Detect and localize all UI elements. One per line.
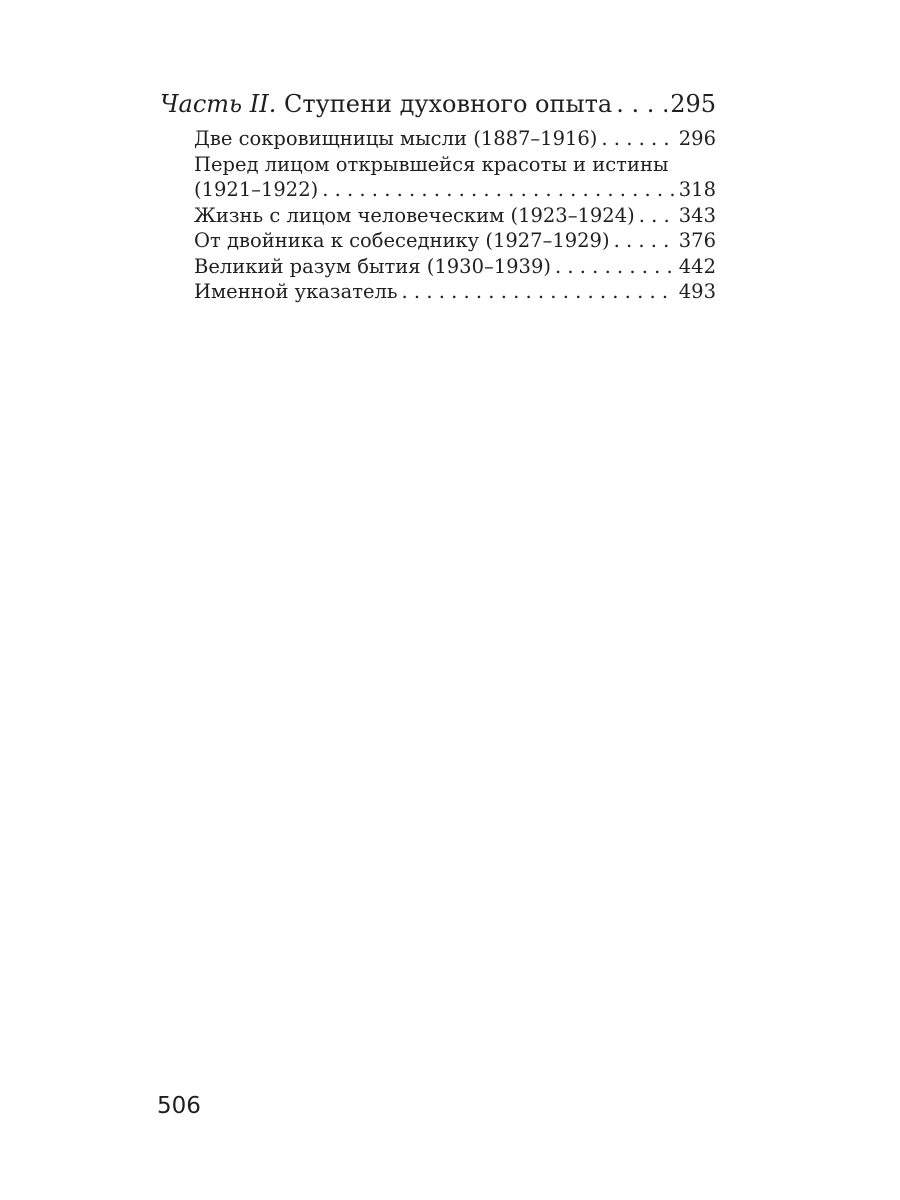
toc-entry-page: 296 <box>678 127 716 150</box>
toc-entry-title: Две сокровищницы мысли (1887–1916) <box>194 127 598 150</box>
leader-dots <box>601 126 675 152</box>
toc-entry[interactable] <box>194 152 716 203</box>
toc-entry-page: 343 <box>678 203 716 227</box>
toc-entry-page: 376 <box>678 229 716 252</box>
toc-entry-page: 442 <box>678 254 716 278</box>
toc-entry[interactable] <box>194 279 716 305</box>
part-label: Часть II. <box>160 90 277 118</box>
table-of-contents <box>160 88 716 305</box>
part-page-number: 295 <box>670 90 716 118</box>
leader-dots <box>322 177 676 203</box>
leader-dots <box>402 279 676 305</box>
page-number: 506 <box>157 1093 201 1119</box>
toc-entry-title: Великий разум бытия (1930–1939) <box>194 254 551 278</box>
toc-entry-title: От двойника к собеседнику (1927–1929) <box>194 229 610 252</box>
toc-entry-page: 493 <box>678 280 716 303</box>
toc-entry-title-line1: Перед лицом открывшейся красоты и истины <box>194 152 669 176</box>
toc-entry-title: Жизнь с лицом человеческим (1923–1924) <box>194 203 635 227</box>
toc-entry[interactable] <box>194 254 716 280</box>
part-title-text: Ступени духовного опыта <box>283 90 613 118</box>
leader-dots <box>614 228 676 254</box>
leader-dots <box>555 254 676 280</box>
toc-part-heading[interactable] <box>160 88 716 120</box>
toc-entry-title: Именной указатель <box>194 280 398 303</box>
toc-entry-page: 318 <box>678 178 716 201</box>
toc-entry[interactable] <box>194 203 716 229</box>
leader-dots <box>616 88 667 120</box>
toc-entry-title: (1921–1922) <box>194 178 319 201</box>
toc-entry[interactable] <box>194 228 716 254</box>
leader-dots <box>639 203 676 229</box>
part-title <box>276 88 612 120</box>
toc-entry[interactable] <box>194 126 716 152</box>
